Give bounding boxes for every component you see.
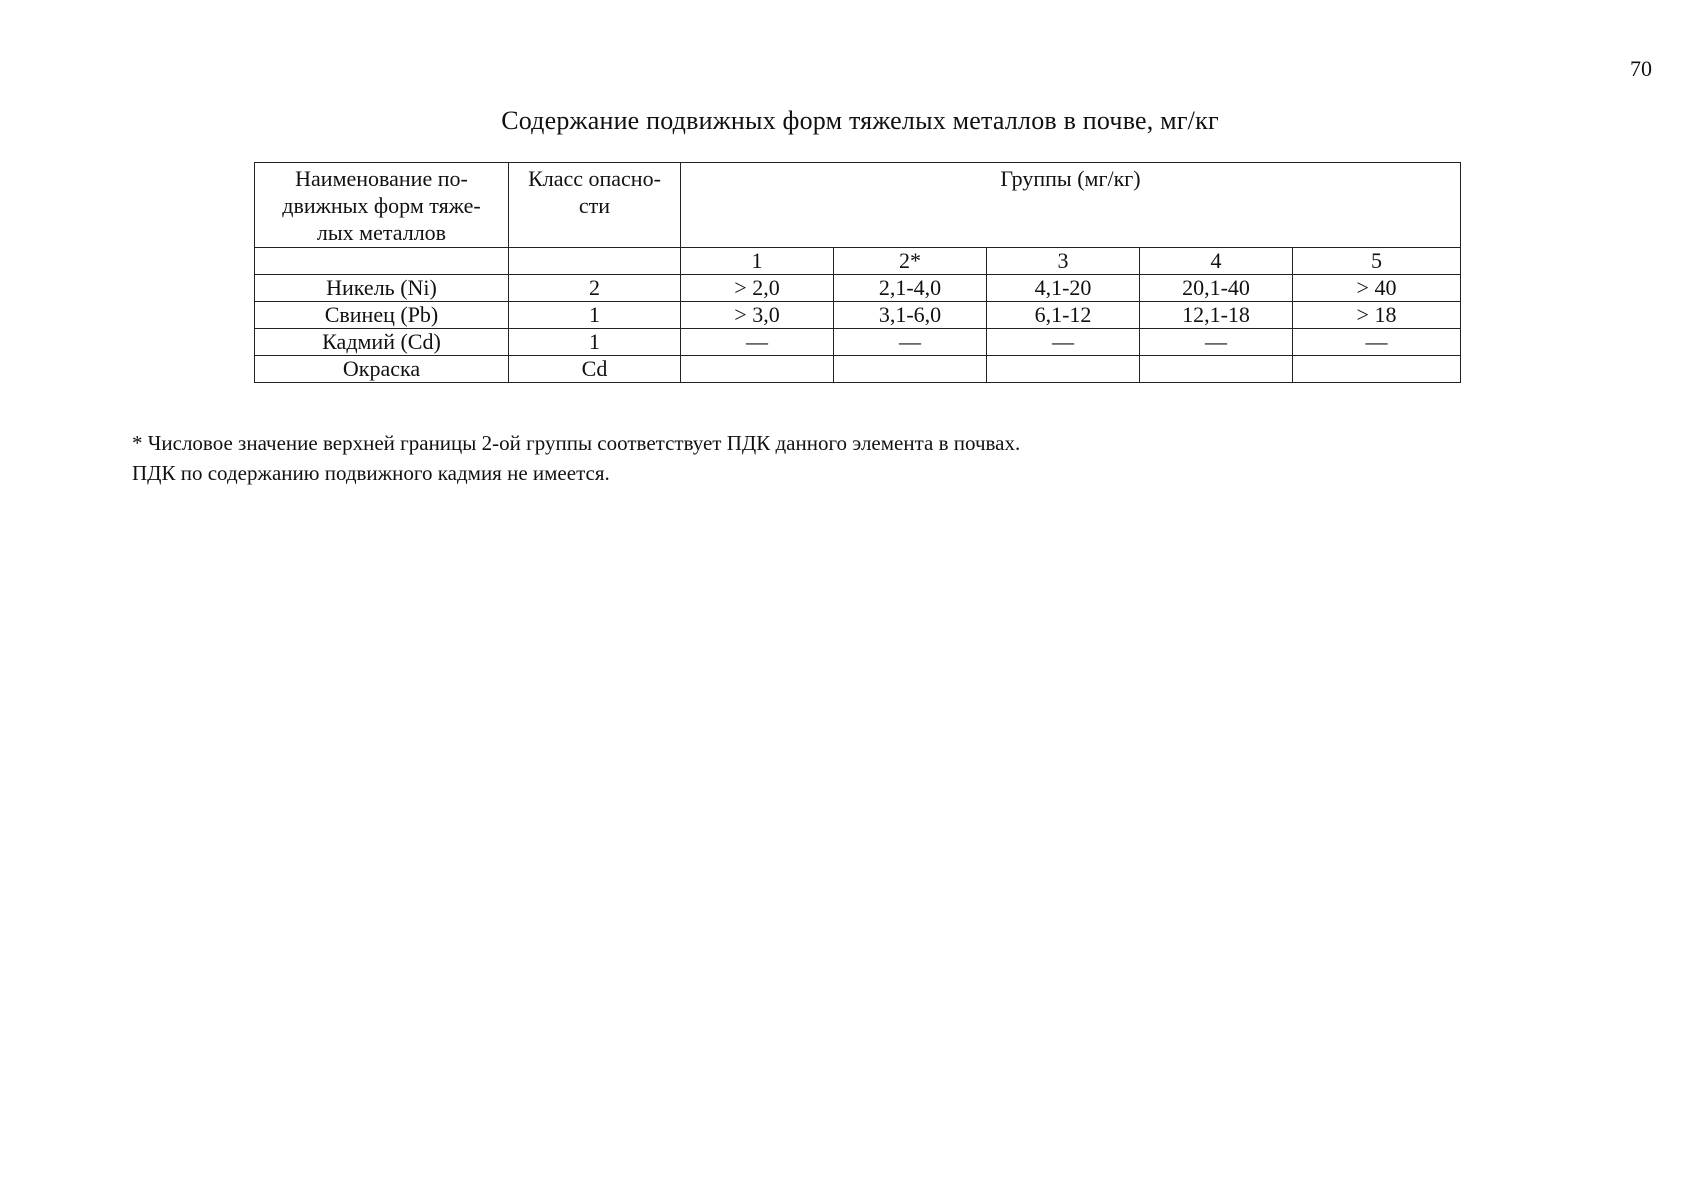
metal-name: Свинец (Pb) <box>255 302 509 329</box>
group-number: 3 <box>987 248 1140 275</box>
group-value <box>834 356 987 383</box>
group-number: 2* <box>834 248 987 275</box>
group-value: — <box>834 329 987 356</box>
heavy-metals-table <box>254 162 1461 383</box>
group-value: 2,1-4,0 <box>834 275 987 302</box>
group-numbers-empty-class <box>509 248 681 275</box>
metal-name: Окраска <box>255 356 509 383</box>
hazard-class: 1 <box>509 302 681 329</box>
table-row <box>255 329 1461 356</box>
group-value: 3,1-6,0 <box>834 302 987 329</box>
group-value: > 18 <box>1293 302 1461 329</box>
group-value: 4,1-20 <box>987 275 1140 302</box>
group-value <box>681 356 834 383</box>
hazard-class: Cd <box>509 356 681 383</box>
metal-name: Никель (Ni) <box>255 275 509 302</box>
header-groups-column: Группы (мг/кг) <box>681 163 1461 248</box>
footnotes <box>132 428 1020 488</box>
footnote-cadmium: ПДК по содержанию подвижного кадмия не имеется. <box>132 461 610 485</box>
group-value: > 3,0 <box>681 302 834 329</box>
page-number: 70 <box>1630 56 1652 81</box>
group-value: > 2,0 <box>681 275 834 302</box>
header-name-column: Наименование по- движных форм тяже- лых металлов <box>255 163 509 248</box>
header-class-column: Класс опасно- сти <box>509 163 681 248</box>
group-value: — <box>1140 329 1293 356</box>
group-value: > 40 <box>1293 275 1461 302</box>
group-value: — <box>681 329 834 356</box>
group-numbers-empty-name <box>255 248 509 275</box>
hazard-class: 2 <box>509 275 681 302</box>
group-numbers-row <box>255 248 1461 275</box>
group-value <box>1293 356 1461 383</box>
group-value: 20,1-40 <box>1140 275 1293 302</box>
group-value: 6,1-12 <box>987 302 1140 329</box>
group-value: 12,1-18 <box>1140 302 1293 329</box>
group-value: — <box>1293 329 1461 356</box>
group-number: 4 <box>1140 248 1293 275</box>
table-row <box>255 356 1461 383</box>
table-row <box>255 275 1461 302</box>
table-title: Содержание подвижных форм тяжелых металлов в почве, мг/кг <box>501 106 1219 135</box>
group-value: — <box>987 329 1140 356</box>
table-row <box>255 302 1461 329</box>
group-number: 1 <box>681 248 834 275</box>
group-value <box>987 356 1140 383</box>
metal-name: Кадмий (Cd) <box>255 329 509 356</box>
table-header-row <box>255 163 1461 248</box>
hazard-class: 1 <box>509 329 681 356</box>
group-value <box>1140 356 1293 383</box>
group-number: 5 <box>1293 248 1461 275</box>
footnote-pdk-group-2: * Числовое значение верхней границы 2-ой группы соответствует ПДК данного элемента в почвах. <box>132 431 1021 455</box>
